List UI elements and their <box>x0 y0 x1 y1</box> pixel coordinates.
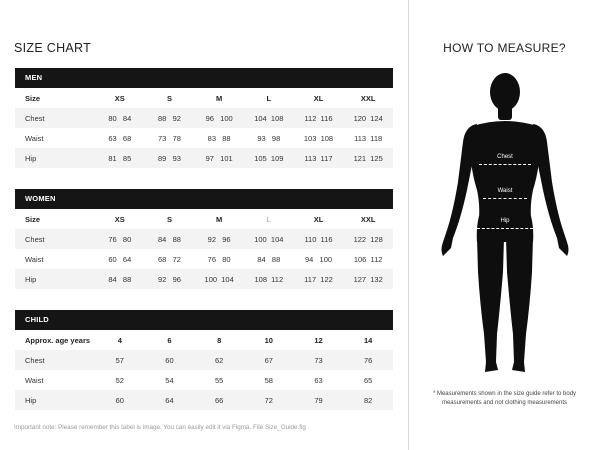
age-header-cell: 6 <box>167 335 172 345</box>
table-cell: 117 122 <box>304 274 333 284</box>
table-cell: 60 64 <box>108 254 132 264</box>
chest-measure-line <box>479 164 531 165</box>
table-cell: 83 88 <box>207 133 231 143</box>
size-header-cell: XS <box>114 214 125 224</box>
row-label: Hip <box>25 395 37 405</box>
table-cell: 76 80 <box>207 254 231 264</box>
size-header-cell: XL <box>313 214 324 224</box>
table-cell: 63 68 <box>108 133 132 143</box>
table-row <box>15 128 393 148</box>
table-cell: 57 <box>115 355 124 365</box>
age-header-cell: 10 <box>264 335 273 345</box>
table-row <box>15 249 393 269</box>
table-row <box>15 108 393 128</box>
chest-label: Chest <box>497 154 513 160</box>
men-size-header-row <box>15 88 393 108</box>
table-cell: 64 <box>165 395 174 405</box>
row-label: Hip <box>25 153 37 163</box>
hip-measure-line <box>477 228 533 229</box>
table-row <box>15 390 393 410</box>
table-cell: 100 104 <box>254 234 284 244</box>
table-cell: 52 <box>115 375 124 385</box>
row-label: Waist <box>25 254 44 264</box>
table-cell: 62 <box>214 355 224 365</box>
table-cell: 112 116 <box>304 113 333 123</box>
table-cell: 120 124 <box>353 113 383 123</box>
women-section-header: WOMEN <box>15 189 393 209</box>
table-cell: 60 <box>165 355 174 365</box>
table-cell: 93 98 <box>257 133 281 143</box>
row-label: Waist <box>25 375 44 385</box>
silhouette-icon <box>437 72 573 380</box>
table-cell: 76 80 <box>108 234 132 244</box>
table-cell: 110 116 <box>304 234 333 244</box>
measure-note: * Measurements shown in the size guide refer to body measurements and not clothing measurements <box>432 391 577 406</box>
size-header-label: Size <box>25 214 41 224</box>
child-table <box>15 310 393 410</box>
age-header-cell: 14 <box>363 335 373 345</box>
age-header-cell: 12 <box>314 335 323 345</box>
table-cell: 84 88 <box>158 234 181 244</box>
table-cell: 100 104 <box>204 274 234 284</box>
age-header-cell: 8 <box>217 335 222 345</box>
men-section-header: MEN <box>15 68 393 88</box>
table-cell: 104 108 <box>254 113 284 123</box>
men-table <box>15 68 393 168</box>
table-cell: 121 125 <box>353 153 383 163</box>
table-cell: 66 <box>214 395 224 405</box>
table-cell: 73 78 <box>158 133 181 143</box>
size-header-label: Size <box>25 93 41 103</box>
inseam-label: Inseam <box>504 288 510 306</box>
table-cell: 55 <box>214 375 224 385</box>
table-row <box>15 229 393 249</box>
table-cell: 79 <box>314 395 323 405</box>
table-cell: 73 <box>314 355 323 365</box>
table-cell: 88 92 <box>158 113 181 123</box>
women-size-header-row <box>15 209 393 229</box>
row-label: Chest <box>25 234 45 244</box>
child-age-header-row <box>15 330 393 350</box>
age-header-label: Approx. age years <box>25 335 91 345</box>
table-row <box>15 370 393 390</box>
child-section-header: CHILD <box>15 310 393 330</box>
size-header-cell: XL <box>313 93 324 103</box>
table-cell: 94 100 <box>304 254 333 264</box>
size-header-cell: S <box>166 214 172 224</box>
measure-title: HOW TO MEASURE? <box>443 41 566 55</box>
table-cell: 58 <box>264 375 273 385</box>
table-cell: 68 72 <box>158 254 181 264</box>
table-cell: 60 <box>115 395 124 405</box>
size-header-cell: XXL <box>360 214 376 224</box>
size-header-cell: XS <box>114 93 125 103</box>
row-label: Hip <box>25 274 37 284</box>
table-row <box>15 350 393 370</box>
table-cell: 108 112 <box>254 274 284 284</box>
table-cell: 81 85 <box>108 153 132 163</box>
table-cell: 72 <box>264 395 273 405</box>
table-row <box>15 269 393 289</box>
hip-label: Hip <box>500 218 510 224</box>
row-label: Chest <box>25 355 45 365</box>
table-cell: 92 96 <box>158 274 181 284</box>
table-cell: 65 <box>363 375 373 385</box>
page-title: SIZE CHART <box>14 41 92 55</box>
women-table <box>15 189 393 289</box>
table-cell: 113 117 <box>304 153 333 163</box>
size-header-cell: L <box>266 214 271 224</box>
table-cell: 92 96 <box>207 234 231 244</box>
table-cell: 82 <box>363 395 373 405</box>
table-cell: 106 112 <box>353 254 383 264</box>
size-header-cell: S <box>166 93 172 103</box>
size-header-cell: M <box>216 93 223 103</box>
size-header-cell: XXL <box>360 93 376 103</box>
table-cell: 105 109 <box>254 153 284 163</box>
table-cell: 122 128 <box>353 234 383 244</box>
row-label: Chest <box>25 113 45 123</box>
table-cell: 96 100 <box>205 113 233 123</box>
row-label: Waist <box>25 133 44 143</box>
how-to-measure-panel <box>409 0 600 450</box>
body-silhouette <box>437 72 573 380</box>
size-header-cell: L <box>266 93 272 103</box>
table-cell: 113 118 <box>354 133 383 143</box>
table-cell: 67 <box>264 355 273 365</box>
table-cell: 80 84 <box>108 113 132 123</box>
table-cell: 54 <box>165 375 174 385</box>
table-cell: 97 101 <box>205 153 233 163</box>
table-cell: 84 88 <box>257 254 281 264</box>
footnote: Important note: Please remember this tabel is image. You can easily edit it via Figma. File Size_Guide.fig <box>14 424 306 431</box>
table-cell: 84 88 <box>108 274 132 284</box>
waist-label: Waist <box>497 188 513 194</box>
waist-measure-line <box>483 198 527 199</box>
table-cell: 63 <box>314 375 323 385</box>
table-cell: 103 108 <box>303 133 334 143</box>
table-row <box>15 148 393 168</box>
age-header-cell: 4 <box>117 335 122 345</box>
size-header-cell: M <box>216 214 223 224</box>
table-cell: 76 <box>363 355 373 365</box>
table-cell: 89 93 <box>158 153 181 163</box>
table-cell: 127 132 <box>353 274 383 284</box>
